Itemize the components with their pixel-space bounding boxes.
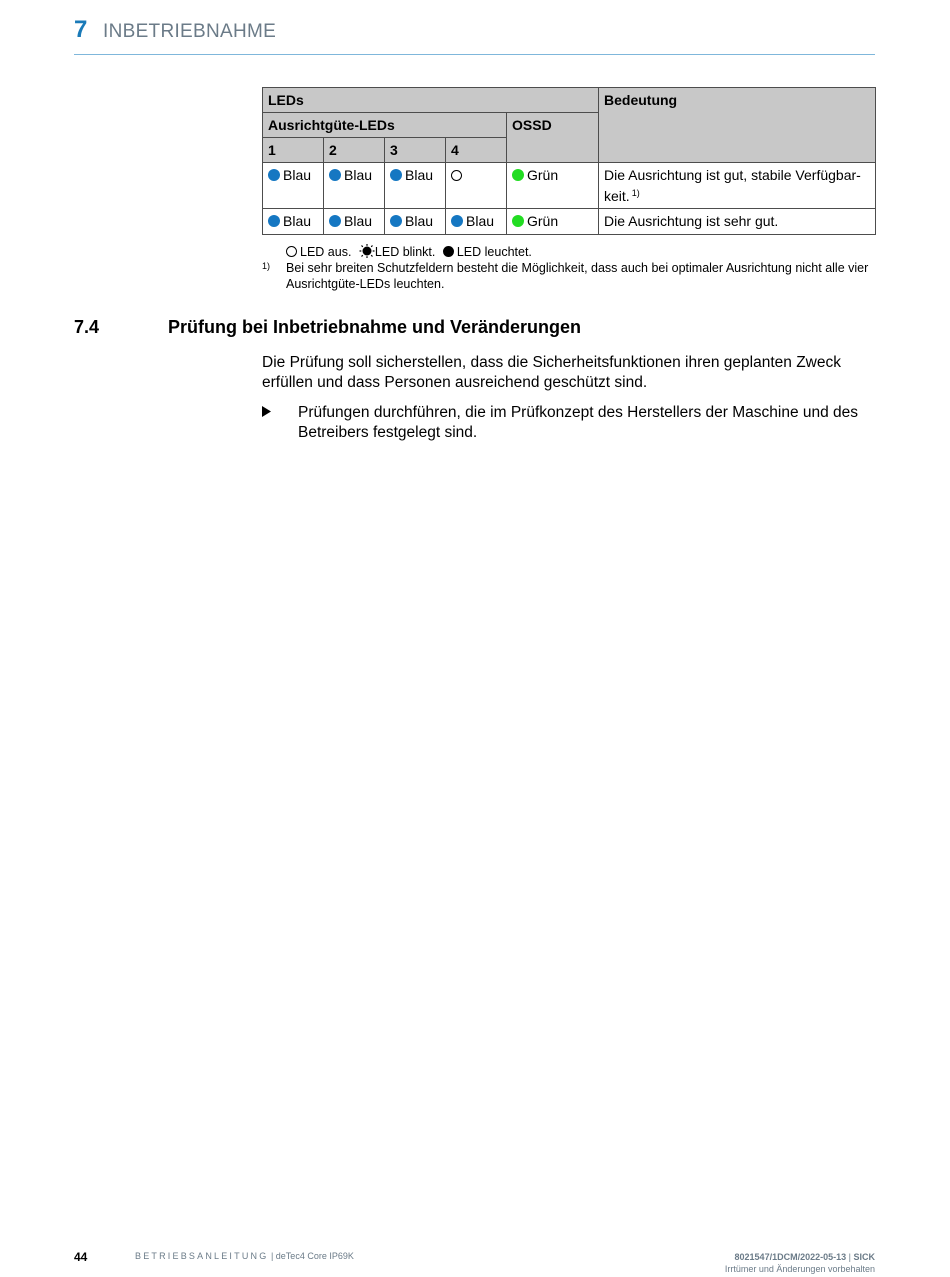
disclaimer: Irrtümer und Änderungen vorbehalten: [724, 1264, 875, 1274]
led-blue-icon: [390, 169, 402, 181]
led-blue-icon: [390, 215, 402, 227]
led-blue-icon: [329, 169, 341, 181]
meaning-cell: [599, 163, 876, 209]
meaning-cell: [599, 209, 876, 235]
chapter-header: [74, 14, 875, 55]
led-label: Blau: [405, 213, 434, 229]
led-cell: [263, 209, 324, 235]
led-label: Blau: [344, 167, 373, 183]
col-number: 1: [263, 138, 324, 163]
header-leds: LEDs: [263, 88, 599, 113]
separator: |: [848, 1252, 851, 1262]
separator: |: [270, 1251, 274, 1261]
footnote-ref: 1): [631, 188, 640, 198]
footnote-mark: 1): [262, 261, 271, 271]
table-row: [263, 163, 876, 209]
led-green-icon: [512, 169, 524, 181]
footer-right: [725, 1251, 875, 1275]
col-number: 3: [385, 138, 446, 163]
brand: SICK: [853, 1252, 875, 1262]
led-off-icon: [451, 170, 462, 181]
led-cell: [385, 163, 446, 209]
footer-document: [135, 1251, 354, 1261]
led-legend: [286, 244, 536, 259]
legend-on-label: LED leuchtet.: [456, 245, 532, 259]
ossd-cell: [507, 163, 599, 209]
led-on-icon: [443, 246, 454, 257]
header-alignment-leds: Ausrichtgüte-LEDs: [263, 113, 507, 138]
led-label: Blau: [405, 167, 434, 183]
meaning-text: Die Ausrichtung ist gut, stabile Verfügbar-: [604, 167, 861, 183]
led-cell: [324, 209, 385, 235]
led-label: Blau: [283, 167, 312, 183]
legend-off-label: LED aus.: [300, 245, 352, 259]
table-row: [263, 209, 876, 235]
led-blue-icon: [329, 215, 341, 227]
led-green-icon: [512, 215, 524, 227]
section-paragraph: Die Prüfung soll sicherstellen, dass die Sicherheitsfunktionen ihren geplanten Zweck erfüllen und dass Personen ausreichend geschützt sind.: [262, 354, 841, 391]
header-ossd: OSSD: [507, 113, 599, 163]
page-number: 44: [74, 1250, 88, 1264]
chapter-title: INBETRIEBNAHME: [103, 21, 277, 42]
led-off-icon: [286, 246, 297, 257]
ossd-label: Grün: [527, 213, 559, 229]
footnote-text: Bei sehr breiten Schutzfeldern besteht die Möglichkeit, dass auch bei optimaler Ausrichtung nicht alle vier Ausrichtgüte-LEDs leuchten.: [286, 261, 869, 291]
product-name: deTec4 Core IP69K: [275, 1251, 354, 1261]
section-title: Prüfung bei Inbetriebnahme und Veränderungen: [168, 317, 582, 337]
led-blink-icon: [359, 244, 375, 258]
led-cell: [263, 163, 324, 209]
bullet-text: Prüfungen durchführen, die im Prüfkonzept des Herstellers der Maschine und des Betreibers festgelegt sind.: [298, 404, 859, 441]
led-blue-icon: [451, 215, 463, 227]
chapter-number: 7: [74, 16, 88, 43]
ossd-cell: [507, 209, 599, 235]
led-cell: [324, 163, 385, 209]
ossd-label: Grün: [527, 167, 559, 183]
col-number: 4: [446, 138, 507, 163]
led-blue-icon: [268, 169, 280, 181]
section-number: 7.4: [74, 317, 100, 337]
col-number: 2: [324, 138, 385, 163]
meaning-text: keit.: [604, 188, 630, 204]
legend-blink-label: LED blinkt.: [374, 245, 436, 259]
led-label: Blau: [344, 213, 373, 229]
led-status-table: [262, 87, 876, 235]
led-cell: [385, 209, 446, 235]
triangle-right-icon: [262, 406, 271, 417]
led-cell: [446, 209, 507, 235]
led-label: Blau: [466, 213, 495, 229]
doc-id: 8021547/1DCM/2022-05-13: [734, 1252, 847, 1262]
doc-type: BETRIEBSANLEITUNG: [135, 1251, 269, 1261]
led-label: Blau: [283, 213, 312, 229]
led-blue-icon: [268, 215, 280, 227]
meaning-text: Die Ausrichtung ist sehr gut.: [604, 213, 779, 229]
led-cell: [446, 163, 507, 209]
header-meaning: Bedeutung: [599, 88, 876, 163]
